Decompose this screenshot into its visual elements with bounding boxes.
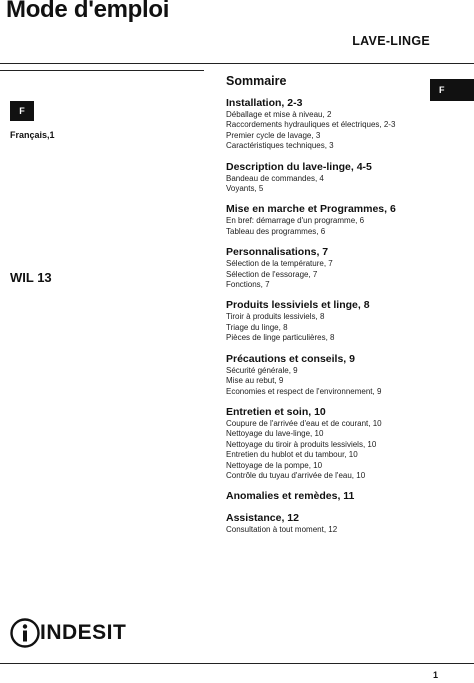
toc-section-title: Description du lave-linge, 4-5 [226, 160, 372, 173]
toc-entry: Premier cycle de lavage, 3 [226, 130, 321, 140]
toc-entry: Triage du linge, 8 [226, 322, 288, 332]
toc-section [226, 203, 426, 237]
toc-entry: Pièces de linge particulières, 8 [226, 333, 335, 343]
toc-title: Sommaire [226, 74, 287, 88]
toc-section [226, 512, 426, 535]
toc-entry: Déballage et mise à niveau, 2 [226, 110, 332, 119]
toc-section-title: Personnalisations, 7 [226, 246, 329, 259]
language-tab: F [430, 79, 474, 101]
toc-section [226, 161, 426, 195]
toc-entry: Fonctions, 7 [226, 280, 270, 290]
toc-entry: Tiroir à produits lessiviels, 8 [226, 312, 325, 322]
toc-entry: Bandeau de commandes, 4 [226, 173, 324, 183]
toc-entry: Mise au rebut, 9 [226, 376, 284, 386]
toc-sections [226, 97, 426, 536]
toc-entry: Consultation à tout moment, 12 [226, 525, 338, 535]
toc-section-title: Anomalies et remèdes, 11 [226, 490, 355, 503]
toc-entry: En bref: démarrage d'un programme, 6 [226, 216, 365, 226]
sidebar-divider [0, 70, 204, 71]
toc-section-title: Entretien et soin, 10 [226, 405, 326, 418]
toc-entry: Voyants, 5 [226, 184, 264, 194]
product-type: LAVE-LINGE [352, 34, 430, 48]
table-of-contents [226, 74, 426, 545]
toc-section [226, 97, 426, 152]
toc-section [226, 299, 426, 343]
toc-section [226, 406, 426, 481]
page-number: 1 [433, 670, 439, 680]
toc-entry: Nettoyage du tiroir à produits lessiviels, 10 [226, 439, 377, 449]
brand-logo: INDESIT [40, 621, 127, 644]
toc-entry: Caractéristiques techniques, 3 [226, 141, 334, 151]
toc-section-title: Mise en marche et Programmes, 6 [226, 203, 396, 216]
language-badge: F [10, 101, 34, 121]
toc-entry: Sécurité générale, 9 [226, 365, 298, 375]
toc-entry: Tableau des programmes, 6 [226, 226, 326, 236]
toc-section [226, 353, 426, 397]
toc-section-title: Produits lessiviels et linge, 8 [226, 299, 370, 312]
toc-entry: Entretien du hublot et du tambour, 10 [226, 450, 358, 460]
toc-entry: Sélection de la température, 7 [226, 259, 333, 269]
page-title: Mode d'emploi [6, 0, 170, 23]
toc-entry: Raccordements hydrauliques et électriques, 2-3 [226, 120, 396, 130]
toc-entry: Sélection de l'essorage, 7 [226, 269, 318, 279]
toc-section [226, 246, 426, 290]
header-divider [0, 63, 474, 64]
toc-section-title: Installation, 2-3 [226, 97, 303, 109]
footer-divider [0, 663, 474, 664]
toc-entry: Coupure de l'arrivée d'eau et de courant, 10 [226, 418, 382, 428]
model-name: WIL 13 [10, 270, 52, 285]
toc-section [226, 490, 426, 503]
toc-entry: Economies et respect de l'environnement, 9 [226, 386, 382, 396]
toc-section-title: Assistance, 12 [226, 512, 299, 525]
toc-entry: Contrôle du tuyau d'arrivée de l'eau, 10 [226, 470, 366, 480]
language-label: Français,1 [10, 130, 55, 140]
toc-entry: Nettoyage du lave-linge, 10 [226, 429, 324, 439]
toc-entry: Nettoyage de la pompe, 10 [226, 460, 323, 470]
toc-section-title: Précautions et conseils, 9 [226, 352, 355, 365]
